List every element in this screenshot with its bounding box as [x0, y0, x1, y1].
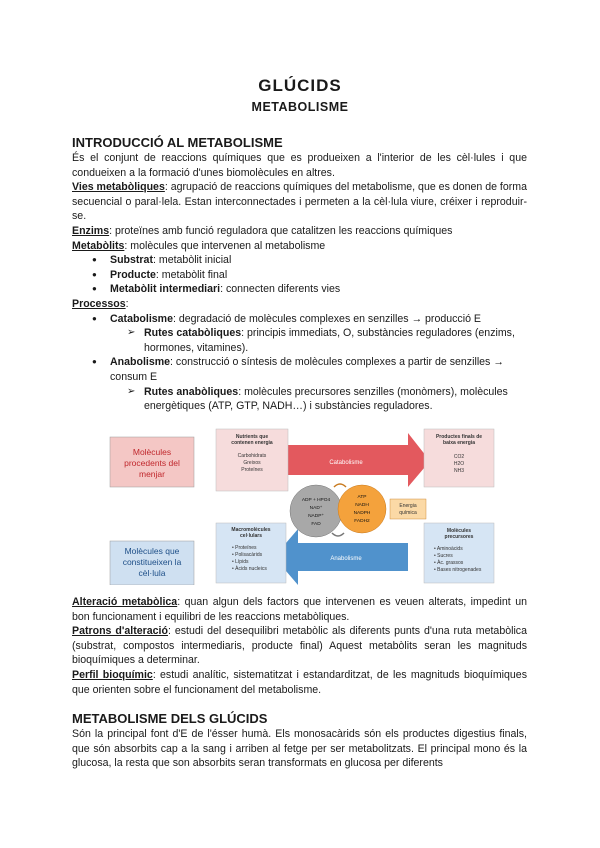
patrons-term: Patrons d'alteració [72, 625, 168, 638]
products-title: baixa energia [443, 440, 475, 446]
rutes-cat-term: Rutes catabòliques [144, 327, 242, 340]
glucids-paragraph: Són la principal font d'E de l'ésser humà. Els monosacàrids són els productes digestius finals, que són absorbits cap a la sang i arriben al fetge per ser metabolitzats. El principal mono és la glucosa, la resta que son absorbits seran transformats en glucosa per diferents [72, 728, 527, 770]
processos-paragraph [72, 297, 527, 312]
glucids-block [72, 727, 527, 771]
alteracio-paragraph [72, 595, 527, 624]
macro-title: cel·lulars [240, 533, 262, 539]
patrons-paragraph [72, 624, 527, 668]
cycle-arrow [334, 484, 346, 487]
list-item [72, 282, 527, 297]
sublist-item-rutes-anaboliques [72, 385, 527, 414]
macro-item: • Àcids nucleics [232, 566, 267, 572]
adp-line: FAD [311, 522, 321, 527]
metabolits-text: : molècules que intervenen al metabolisme [124, 239, 326, 252]
vies-paragraph [72, 180, 527, 224]
atp-line: NADPH [353, 511, 371, 516]
energy-box [390, 499, 426, 519]
macro-item: • Polisacàrids [232, 552, 263, 558]
left-bottom-line: constitueixen la [122, 557, 182, 567]
vies-text: : agrupació de reaccions químiques del metabolisme, que es donen de forma secuencial o paral·lela. Estan interconnectades i permeten a la cèl·lula viure, créixer i reproduir-se. [72, 181, 528, 223]
list-item-term: Producte [110, 268, 156, 281]
anabolisme-term: Anabolisme [110, 356, 171, 369]
processos-term: Processos [72, 297, 126, 310]
list-item-term: Substrat [110, 254, 153, 267]
metabolism-diagram [108, 425, 496, 585]
list-item-text: : connecten diferents vies [220, 283, 341, 296]
catabolism-label: Catabolisme [329, 460, 363, 466]
adp-line: NADP⁺ [308, 514, 324, 519]
perfil-text: : estudi analític, sistematitzat i estandarditzat, de les magnituds bioquímiques que orienten sobre el funcionament del metabolisme. [72, 668, 527, 696]
catabolisme-text: : degradació de molècules complexes en senzilles → producció E [173, 312, 481, 325]
rutes-ana-term: Rutes anabòliques [144, 385, 239, 398]
left-bottom-line: Molècules que [124, 546, 180, 556]
nutrients-item: Carbohidrats [237, 453, 267, 459]
list-item [72, 268, 527, 283]
macro-item: • Lípids [232, 559, 249, 565]
list-item-catabolisme [72, 312, 527, 327]
anabolisme-text: : construcció o síntesis de molècules complexes a partir de senzilles → consum E [110, 356, 504, 383]
enzims-term: Enzims [72, 224, 110, 237]
products-item: NH3 [453, 468, 465, 474]
list-item-term: Metabòlit intermediari [110, 283, 221, 296]
page-title: GLÚCIDS [258, 76, 342, 95]
enzims-paragraph [72, 224, 527, 239]
left-top-line: Molècules [132, 447, 172, 457]
processos-colon: : [125, 297, 129, 310]
macro-title: Macromolècules [231, 527, 271, 533]
list-item-text: : metabòlit final [155, 268, 228, 281]
rutes-ana-text: : molècules precursores senzilles (monòmers), molècules energètiques (ATP, GTP, NADH…) i substàncies reguladores. [144, 385, 508, 413]
intro-block [72, 151, 527, 414]
left-top-line: menjar [139, 469, 165, 479]
enzims-text: : proteïnes amb funció reguladora que catalitzen les reaccions químiques [109, 224, 453, 237]
precursors-item: • Aminoàcids [434, 546, 463, 552]
catabolisme-term: Catabolisme [110, 312, 173, 325]
products-title: Productes finals de [435, 434, 483, 440]
alteracio-text: : quan algun dels factors que intervenen es veuen alterats, impedint un bon funcionament i equilibri de les reaccions metabòliques. [72, 596, 528, 623]
nutrients-title: contenen energia [231, 440, 273, 446]
section-heading-intro: INTRODUCCIÓ AL METABOLISME [72, 135, 283, 150]
nutrients-item: Greixos [243, 460, 261, 466]
adp-line: NAD⁺ [309, 506, 323, 511]
rutes-cat-text: : principis immediats, O, substàncies reguladores (enzims, hormones, vitamines). [144, 327, 515, 354]
list-item-anabolisme [72, 355, 527, 384]
atp-line: NADH [355, 503, 369, 508]
cycle-arrow [332, 533, 344, 536]
precursors-item: • Àc. grassos [434, 560, 464, 566]
intro-paragraph: És el conjunt de reaccions químiques que es produeixen a l'interior de les cèl·lules i que condueixen a la formació d'unes biomolècules en altres. [72, 152, 527, 179]
list-item-text: : metabòlit inicial [152, 254, 232, 267]
nutrients-item: Proteïnes [241, 467, 263, 473]
perfil-paragraph [72, 668, 527, 697]
atp-circle [338, 485, 386, 533]
metabolits-term: Metabòlits [72, 239, 125, 252]
nutrients-title: Nutrients que [235, 434, 269, 440]
anabolism-label: Anabolisme [330, 556, 362, 562]
metabolits-paragraph [72, 239, 527, 254]
atp-line: ATP [357, 495, 367, 500]
list-item [72, 253, 527, 268]
alteracio-block [72, 595, 527, 697]
page-subtitle: METABOLISME [251, 100, 349, 114]
perfil-term: Perfil bioquímic [72, 668, 153, 681]
adp-circle [290, 485, 342, 537]
products-item: H2O [453, 461, 465, 467]
precursors-title: precursores [444, 534, 474, 540]
energy-label: Energia [399, 503, 417, 509]
precursors-item: • Sucres [434, 553, 453, 559]
left-top-line: procedents del [124, 458, 180, 468]
vies-term: Vies metabòliques [72, 181, 165, 194]
products-item: CO2 [453, 454, 465, 460]
left-bottom-line: cèl·lula [138, 568, 166, 578]
precursors-item: • Bases nitrogenades [434, 567, 482, 573]
patrons-text: : estudi del desequilibri metabòlic als diferents punts d'una ruta metabòlica (substrat, compostos intermediaris, producte final) Aquest metabòlits seran les magnituds bioquímiques a determinar. [72, 625, 527, 667]
precursors-title: Molècules [446, 528, 472, 534]
energy-label: química [399, 510, 417, 516]
section-heading-glucids: METABOLISME DELS GLÚCIDS [72, 711, 268, 726]
atp-line: FADH2 [354, 519, 370, 524]
sublist-item-rutes-cataboliques [72, 326, 527, 355]
alteracio-term: Alteració metabòlica [72, 596, 178, 608]
macro-item: • Proteïnes [232, 545, 257, 551]
adp-line: ADP + HPO4 [301, 498, 331, 503]
